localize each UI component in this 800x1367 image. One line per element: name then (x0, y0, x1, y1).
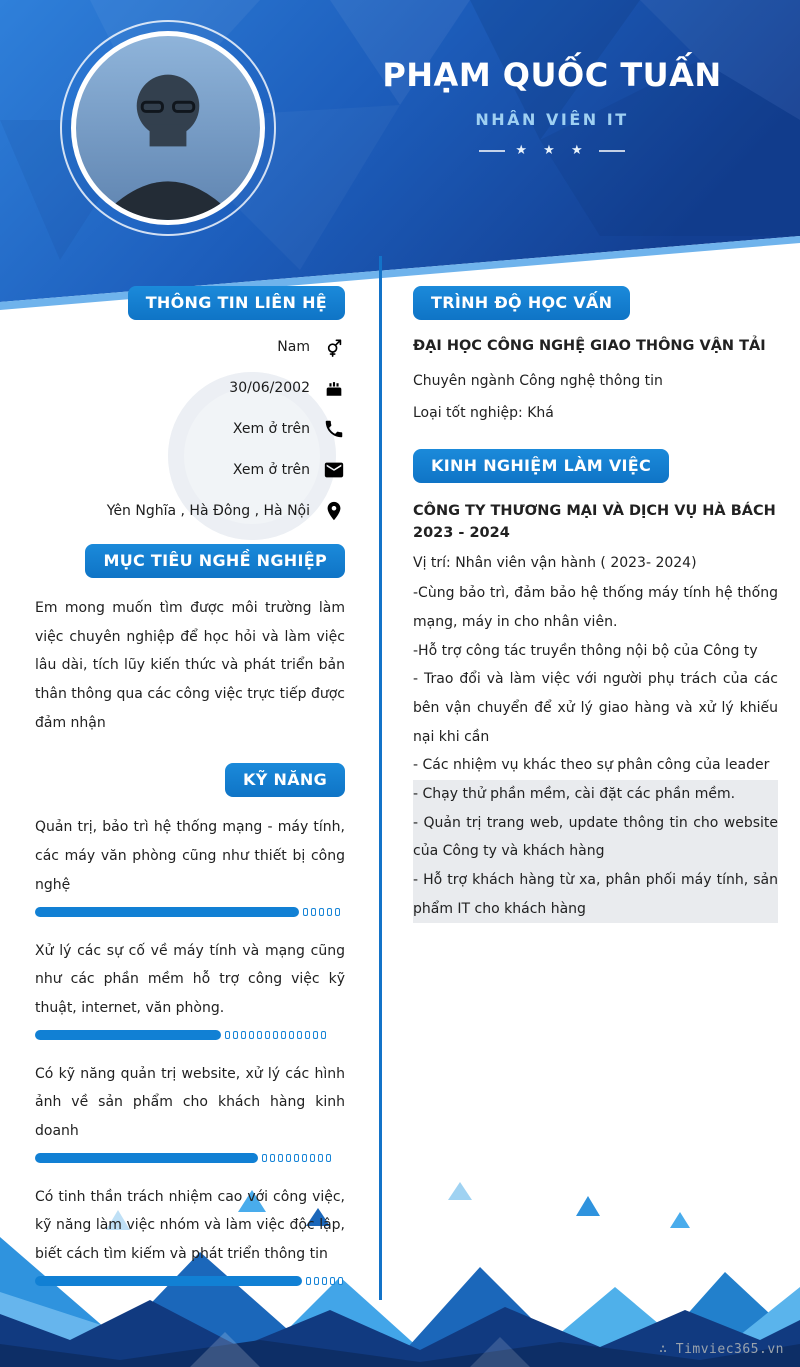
skill-bar-segment (335, 908, 340, 916)
skill-bar-segment (330, 1277, 335, 1285)
contact-value: Xem ở trên (232, 421, 310, 437)
contact-item (35, 459, 345, 481)
contact-list (35, 336, 345, 522)
phone-icon (323, 418, 345, 440)
skill-bar-segment (321, 1031, 326, 1039)
skill-bar-segment (338, 1277, 343, 1285)
skill-bar-segment (265, 1031, 270, 1039)
skill-bar-segment (270, 1154, 275, 1162)
experience-position: Vị trí: Nhân viên vận hành ( 2023- 2024) (413, 555, 697, 572)
skill-text: Có kỹ năng quản trị website, xử lý các hình ảnh về sản phẩm cho khách hàng kinh doanh (35, 1065, 345, 1139)
skill-item (35, 937, 345, 1040)
header (0, 0, 800, 310)
star-line-right (599, 150, 625, 152)
experience-bullets (413, 579, 778, 923)
contact-value: Yên Nghĩa , Hà Đông , Hà Nội (106, 503, 310, 519)
skill-bar-segment (241, 1031, 246, 1039)
education-block (413, 336, 778, 425)
skill-bar-remainder (303, 908, 340, 916)
skill-bar-segment (310, 1154, 315, 1162)
skill-progress-bar (35, 1030, 345, 1040)
skill-bar-fill (35, 1276, 302, 1286)
experience-company: CÔNG TY THƯƠNG MẠI VÀ DỊCH VỤ HÀ BÁCH (413, 502, 776, 519)
skill-bar-segment (313, 1031, 318, 1039)
experience-block (413, 499, 778, 924)
skill-bar-segment (286, 1154, 291, 1162)
education-details (413, 370, 778, 425)
skill-bar-segment (281, 1031, 286, 1039)
section-heading-education: TRÌNH ĐỘ HỌC VẤN (413, 286, 630, 320)
skill-bar-segment (225, 1031, 230, 1039)
skill-bar-segment (273, 1031, 278, 1039)
skill-text: Xử lý các sự cố về máy tính và mạng cũng như các phần mềm hỗ trợ công việc kỹ thuật, internet, văn phòng. (35, 942, 345, 1016)
experience-bullet: -Hỗ trợ công tác truyền thông nội bộ của Công ty (413, 642, 758, 659)
skill-progress-bar (35, 1276, 345, 1286)
experience-bullet: -Cùng bảo trì, đảm bảo hệ thống máy tính hệ thống mạng, máy in cho nhân viên. (413, 585, 778, 630)
column-divider (379, 256, 382, 1300)
experience-bullet: - Chạy thử phần mềm, cài đặt các phần mềm. (413, 780, 778, 809)
skill-progress-bar (35, 907, 345, 917)
section-heading-contact: THÔNG TIN LIÊN HỆ (128, 286, 345, 320)
skill-bar-segment (294, 1154, 299, 1162)
experience-bullet: - Trao đổi và làm việc với người phụ trách của các bên vận chuyển để xử lý giao hàng và xử lý khiếu nại khi cần (413, 671, 778, 745)
profile-photo (71, 31, 265, 225)
skill-bar-segment (319, 908, 324, 916)
candidate-name: PHẠM QUỐC TUẤN (382, 56, 722, 94)
contact-item (35, 418, 345, 440)
skill-bar-remainder (262, 1154, 331, 1162)
skill-progress-bar (35, 1153, 345, 1163)
contact-item (35, 336, 345, 358)
skill-text: Quản trị, bảo trì hệ thống mạng - máy tính, các máy văn phòng cũng như thiết bị công nghệ (35, 819, 345, 893)
skill-bar-fill (35, 1153, 258, 1163)
skill-bar-segment (314, 1277, 319, 1285)
skill-bar-remainder (225, 1031, 326, 1039)
experience-bullet: - Hỗ trợ khách hàng từ xa, phân phối máy tính, sản phẩm IT cho khách hàng (413, 866, 778, 923)
stars-decoration (372, 143, 732, 158)
section-heading-experience: KINH NGHIỆM LÀM VIỆC (413, 449, 669, 483)
skill-bar-segment (262, 1154, 267, 1162)
profile-photo-ring (60, 20, 276, 236)
skill-item (35, 1183, 345, 1286)
skill-text: Có tinh thần trách nhiệm cao với công việc, kỹ năng làm việc nhóm và làm việc độc lập, biết cách tìm kiếm và phát triển thông tin (35, 1188, 345, 1262)
skills-list (35, 813, 345, 1285)
skill-bar-remainder (306, 1277, 343, 1285)
contact-item (35, 377, 345, 399)
skill-bar-segment (289, 1031, 294, 1039)
skill-bar-segment (311, 908, 316, 916)
skill-bar-segment (249, 1031, 254, 1039)
education-line: Chuyên ngành Công nghệ thông tin (413, 372, 663, 389)
contact-value: Nam (277, 339, 310, 355)
gender-icon (323, 336, 345, 358)
section-heading-skills: KỸ NĂNG (225, 763, 345, 797)
stars-text: ★ ★ ★ (515, 143, 589, 158)
avatar-placeholder (76, 36, 260, 220)
right-column (413, 286, 778, 923)
section-heading-objective: MỤC TIÊU NGHỀ NGHIỆP (85, 544, 345, 578)
experience-period: 2023 - 2024 (413, 525, 510, 542)
mail-icon (323, 459, 345, 481)
skill-bar-segment (322, 1277, 327, 1285)
skill-bar-segment (326, 1154, 331, 1162)
skill-item (35, 1060, 345, 1163)
skill-bar-segment (233, 1031, 238, 1039)
skill-bar-segment (305, 1031, 310, 1039)
left-column (35, 286, 345, 1306)
site-watermark: ∴ Timviec365.vn (659, 1342, 784, 1357)
location-icon (323, 500, 345, 522)
contact-item (35, 500, 345, 522)
skill-bar-segment (278, 1154, 283, 1162)
experience-bullet: - Quản trị trang web, update thông tin cho website của Công ty và khách hàng (413, 809, 778, 866)
skill-bar-segment (257, 1031, 262, 1039)
skill-item (35, 813, 345, 916)
star-line-left (479, 150, 505, 152)
skill-bar-segment (297, 1031, 302, 1039)
education-line: Loại tốt nghiệp: Khá (413, 405, 554, 422)
skill-bar-fill (35, 907, 299, 917)
skill-bar-segment (318, 1154, 323, 1162)
skill-bar-segment (302, 1154, 307, 1162)
skill-bar-segment (306, 1277, 311, 1285)
job-title: NHÂN VIÊN IT (475, 110, 629, 129)
contact-value: 30/06/2002 (229, 380, 310, 396)
education-school: ĐẠI HỌC CÔNG NGHỆ GIAO THÔNG VẬN TẢI (413, 338, 766, 354)
objective-text: Em mong muốn tìm được môi trường làm việc chuyên nghiệp để học hỏi và làm việc lâu dài, tích lũy kiến thức và phát triển bản thân thông qua các công việc trực tiếp được đảm nhận (35, 600, 345, 731)
skill-bar-segment (327, 908, 332, 916)
skill-bar-fill (35, 1030, 221, 1040)
experience-bullet: - Các nhiệm vụ khác theo sự phân công của leader (413, 757, 770, 774)
skill-bar-segment (303, 908, 308, 916)
birthday-icon (323, 377, 345, 399)
contact-value: Xem ở trên (232, 462, 310, 478)
